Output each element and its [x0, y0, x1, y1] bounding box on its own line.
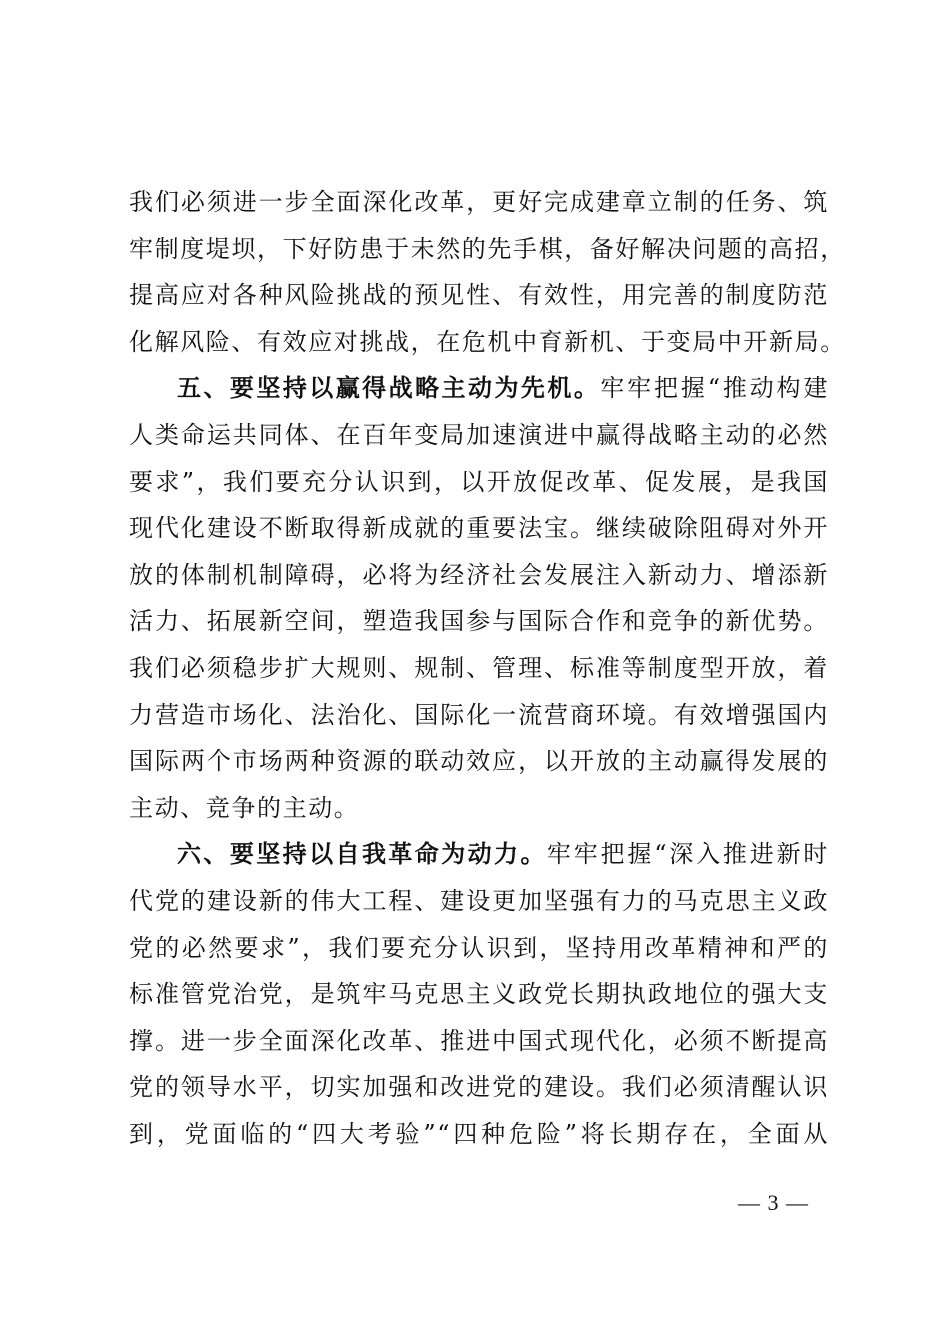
text-line: 国际两个市场两种资源的联动效应，以开放的主动赢得发展的	[129, 747, 829, 776]
text-line: 放的体制机制障碍，必将为经济社会发展注入新动力、增添新	[129, 560, 829, 589]
text-line: 党的必然要求”，我们要充分认识到，坚持用改革精神和严的	[129, 933, 829, 962]
text-line: 党的领导水平，切实加强和改进党的建设。我们必须清醒认识	[129, 1073, 829, 1102]
text-line: 化解风险、有效应对挑战，在危机中育新机、于变局中开新局。	[129, 327, 846, 356]
text-line: 牢制度堤坝，下好防患于未然的先手棋，备好解决问题的高招，	[129, 234, 846, 263]
paragraph-self-revolution	[129, 831, 829, 1157]
text-line: 代党的建设新的伟大工程、建设更加坚强有力的马克思主义政	[129, 886, 829, 915]
text-line-first	[129, 365, 829, 412]
section-heading-six: 六、要坚持以自我革命为动力。	[177, 839, 547, 869]
text-line: 主动、竞争的主动。	[129, 793, 360, 822]
text-line: 人类命运共同体、在百年变局加速演进中赢得战略主动的必然	[129, 420, 829, 449]
paragraph-strategic-initiative	[129, 365, 829, 831]
text-line: 提高应对各种风险挑战的预见性、有效性，用完善的制度防范	[129, 281, 829, 310]
text-line: 到，党面临的“四大考验”“四种危险”将长期存在，全面从	[129, 1119, 829, 1148]
text-line: 活力、拓展新空间，塑造我国参与国际合作和竞争的新优势。	[129, 607, 829, 636]
text-line: 现代化建设不断取得新成就的重要法宝。继续破除阻碍对外开	[129, 514, 829, 543]
text-line: 力营造市场化、法治化、国际化一流营商环境。有效增强国内	[129, 700, 829, 729]
text-line: 撑。进一步全面深化改革、推进中国式现代化，必须不断提高	[129, 1026, 829, 1055]
text-line: 我们必须稳步扩大规则、规制、管理、标准等制度型开放，着	[129, 653, 829, 682]
text-line: 标准管党治党，是筑牢马克思主义政党长期执政地位的强大支	[129, 980, 829, 1009]
paragraph-reform-continuation	[129, 179, 846, 365]
page-number: — 3 —	[738, 1190, 809, 1215]
section-heading-five: 五、要坚持以赢得战略主动为先机。	[177, 373, 601, 403]
text-line: 要求”，我们要充分认识到，以开放促改革、促发展，是我国	[129, 467, 829, 496]
text-line-first	[129, 831, 829, 878]
text-run: 牢牢把握“推动构建	[600, 374, 830, 403]
body-text	[129, 179, 846, 1157]
text-line: 我们必须进一步全面深化改革，更好完成建章立制的任务、筑	[129, 188, 829, 216]
text-run: 牢牢把握“深入推进新时	[546, 840, 829, 869]
